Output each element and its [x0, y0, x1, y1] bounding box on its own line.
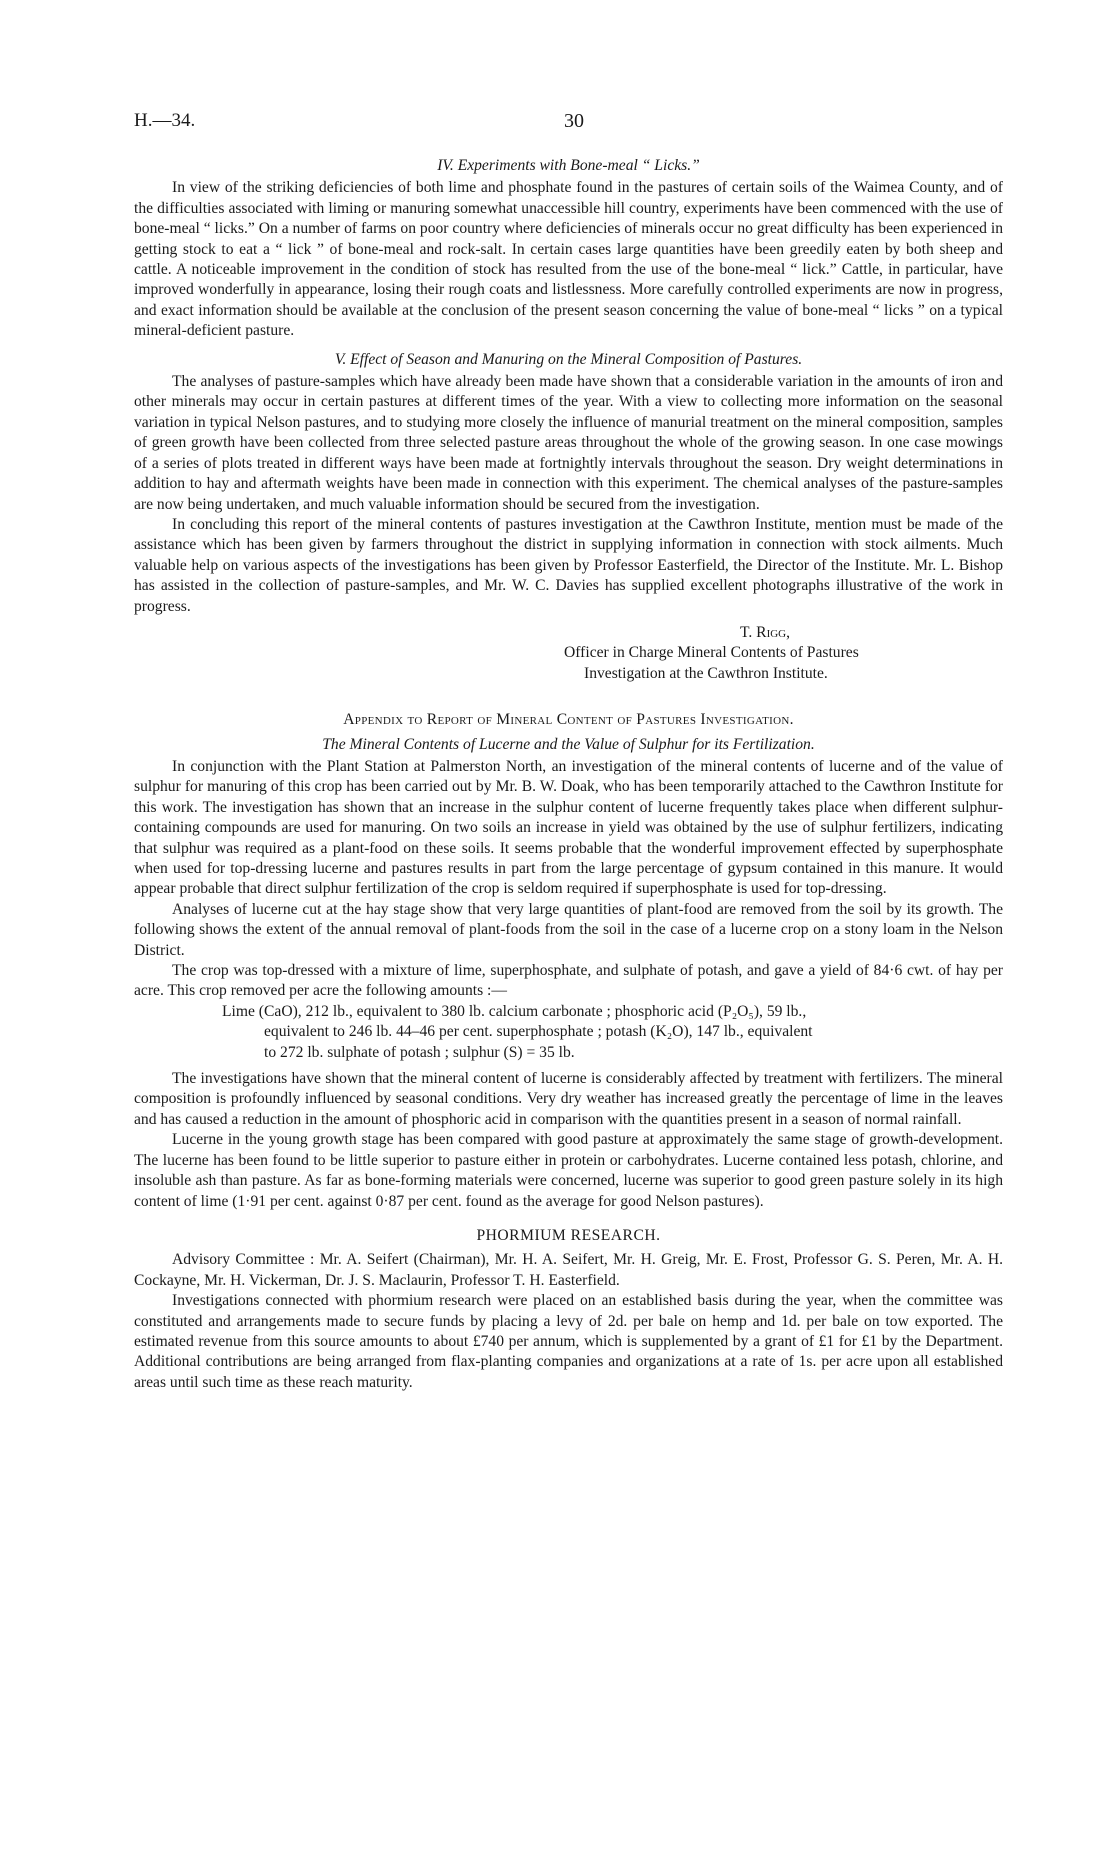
- paragraph-phormium-investigations: Investigations connected with phormium research were placed on an established basis during the year, when the committee was constituted and arrangements made to secure funds by placing a levy of 2d. per bale on hemp and 1d. per bale on tow exported. The estimated revenue from this source amounts to about £740 per annum, which is supplemented by a grant of £1 for £1 by the Department. Additional contributions are being arranged from flax-planting companies and organizations at a rate of 1s. per acre upon all established areas until such time as these reach maturity.: [134, 1292, 1003, 1391]
- removal-amounts-list: [134, 1002, 1003, 1063]
- paragraph-crop-top-dressed: The crop was top-dressed with a mixture of lime, superphosphate, and sulphate of potash, and gave a yield of 84·6 cwt. of hay per acre. This crop removed per acre the following amounts :—: [134, 962, 1003, 1000]
- amounts-line-2: equivalent to 246 lb. 44–46 per cent. superphosphate ; potash (K₂O), 147 lb., equivalent: [264, 1023, 813, 1041]
- signature-title-line2: Investigation at the Cawthron Institute.: [584, 664, 828, 682]
- paragraph-lucerne-investigation: In conjunction with the Plant Station at Palmerston North, an investigation of the mineral contents of lucerne and of the value of sulphur for manuring of this crop has been carried out by Mr. B. W. Doak, who has been temporarily attached to the Cawthron Institute for this work. The investigation has shown that an increase in the sulphur content of lucerne frequently takes place when different sulphur-containing compounds are used for manuring. On two soils an increase in yield was obtained by the use of sulphur fertilizers, indicating that sulphur was required as a plant-food on these soils. It seems probable that the wonderful improvement effected by superphosphate when used for top-dressing lucerne and pastures results in part from the large percentage of gypsum contained in this manure. It would appear probable that direct sulphur fertilization of the crop is seldom required if superphosphate is used for top-dressing.: [134, 757, 1003, 898]
- paragraph-advisory-committee: Advisory Committee : Mr. A. Seifert (Chairman), Mr. H. A. Seifert, Mr. H. Greig, Mr. E. Frost, Professor G. S. Peren, Mr. A. H. Cockayne, Mr. H. Vickerman, Dr. J. S. Maclaurin, Professor T. H. Easterfield.: [134, 1251, 1003, 1289]
- paragraph-lucerne-hay-analyses: Analyses of lucerne cut at the hay stage show that very large quantities of plant-food are removed from the soil by its growth. The following shows the extent of the annual removal of plant-foods from the soil in the case of a lucerne crop on a stony loam in the Nelson District.: [134, 900, 1003, 959]
- amounts-line-1: Lime (CaO), 212 lb., equivalent to 380 lb. calcium carbonate ; phosphoric acid (P₂O₅), 59 lb.,: [222, 1002, 807, 1020]
- signature-block: [564, 623, 1003, 684]
- appendix-subtitle: The Mineral Contents of Lucerne and the Value of Sulphur for its Fertilization.: [322, 735, 815, 753]
- paragraph-lucerne-vs-pasture: Lucerne in the young growth stage has been compared with good pasture at approximately the same stage of growth-development. The lucerne has been found to be little superior to pasture either in protein or carbohydrates. Lucerne contained less potash, chlorine, and insoluble ash than pasture. As far as bone-forming materials were concerned, lucerne was superior to good green pasture solely in its high content of lime (1·91 per cent. against 0·87 per cent. found as the average for good Nelson pastures).: [134, 1131, 1003, 1210]
- section-title-experiments-bone-meal: IV. Experiments with Bone-meal “ Licks.”: [437, 157, 700, 174]
- paragraph-bone-meal-licks: In view of the striking deficiencies of both lime and phosphate found in the pastures of certain soils of the Waimea County, and of the difficulties associated with liming or manuring somewhat unaccessible hill country, experiments have been commenced with the use of bone-meal “ licks.” On a number of farms on poor country where deficiencies of minerals occur no great difficulty has been experienced in getting stock to eat a “ lick ” of bone-meal and rock-salt. In certain cases large quantities have been greedily eaten by both sheep and cattle. A noticeable improvement in the condition of stock has resulted from the use of the bone-meal “ lick.” Cattle, in particular, have improved wonderfully in appearance, losing their rough coats and listlessness. More carefully controlled experiments are now in progress, and exact information should be available at the conclusion of the present season concerning the value of bone-meal “ licks ” on a typical mineral-deficient pasture.: [134, 179, 1003, 340]
- amounts-line-3: to 272 lb. sulphate of potash ; sulphur (S) = 35 lb.: [264, 1043, 575, 1061]
- page-body: [134, 156, 1003, 1393]
- paragraph-fertilizer-effects: The investigations have shown that the mineral content of lucerne is considerably affected by treatment with fertilizers. The mineral composition is profoundly influenced by seasonal conditions. Very dry weather has increased greatly the percentage of lime in the leaves and has caused a reduction in the amount of phosphoric acid in comparison with the quantities present in a season of normal rainfall.: [134, 1070, 1003, 1128]
- section-title-phormium-research: PHORMIUM RESEARCH.: [476, 1226, 661, 1244]
- page-header: [134, 110, 1004, 140]
- section-title-effect-of-season: V. Effect of Season and Manuring on the Mineral Composition of Pastures.: [334, 350, 803, 368]
- appendix-title: Appendix to Report of Mineral Content of Pastures Investigation.: [343, 711, 794, 729]
- signature-title-line1: Officer in Charge Mineral Contents of Pastures: [564, 644, 859, 662]
- page-number: 30: [564, 110, 584, 132]
- paragraph-concluding-report: In concluding this report of the mineral contents of pastures investigation at the Cawthron Institute, mention must be made of the assistance which has been given by farmers throughout the district in supplying information in connection with stock ailments. Much valuable help on various aspects of the investigations has been given by Professor Easterfield, the Director of the Institute. Mr. L. Bishop has assisted in the collection of pasture-samples, and Mr. W. C. Davies has supplied excellent photographs illustrative of the work in progress.: [134, 515, 1003, 615]
- signature-name: T. Rigg,: [740, 623, 791, 641]
- document-reference: H.—34.: [134, 110, 196, 131]
- paragraph-pasture-analyses: The analyses of pasture-samples which have already been made have shown that a considerable variation in the amounts of iron and other minerals may occur in certain pastures at different times of the year. With a view to collecting more information on the seasonal variation in typical Nelson pastures, and to studying more closely the influence of manurial treatment on the mineral composition, samples of green growth have been collected from three selected pasture areas throughout the whole of the growing season. In one case mowings of a series of plots treated in different ways have been made at fortnightly intervals throughout the season. Dry weight determinations in addition to hay and aftermath weights have been made in connection with this experiment. The chemical analyses of the pasture-samples are now being undertaken, and much valuable information should be secured from the investigation.: [134, 373, 1003, 513]
